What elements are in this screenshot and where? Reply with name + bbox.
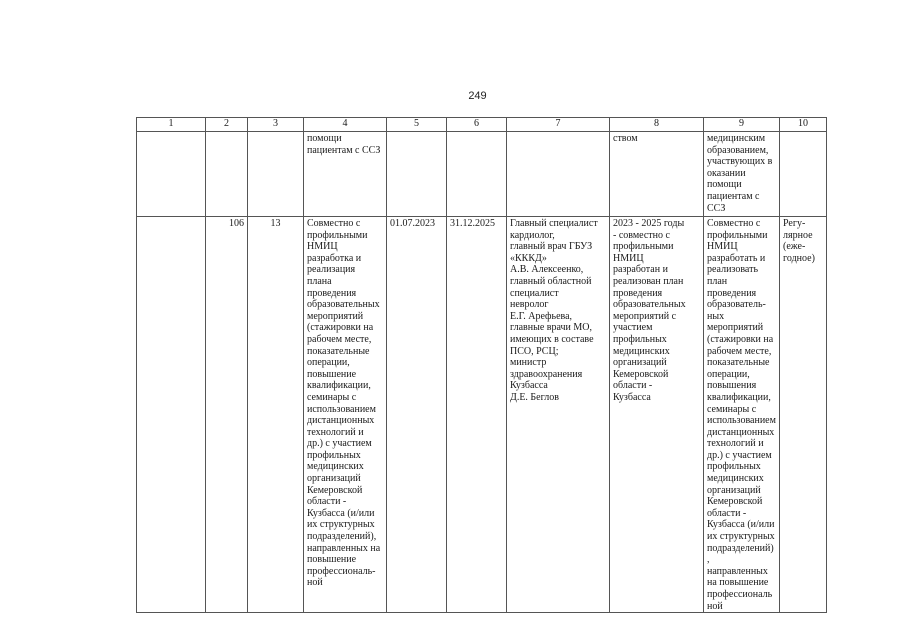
activities-table bbox=[136, 117, 827, 613]
cell-start-date: 01.07.2023 bbox=[387, 217, 447, 613]
column-header-7: 7 bbox=[507, 118, 610, 132]
cell-number bbox=[137, 132, 206, 217]
cell-index: 106 bbox=[206, 217, 248, 613]
column-header-5: 5 bbox=[387, 118, 447, 132]
column-header-1: 1 bbox=[137, 118, 206, 132]
cell-index bbox=[206, 132, 248, 217]
cell-sub-index: 13 bbox=[248, 217, 304, 613]
cell-description: Совместно с профильными НМИЦ разработать и реализовать план проведения образователь- ных мероприятий (стажировки на рабочем месте, показательные операции, повышения квалификации, семинары с использованием дистанционных технологий и др.) с участием профильных медицинских организаций Кемеровской области - Кузбасса (и/или их структурных подразделений), направленных на повышение профессиональ ной bbox=[704, 217, 780, 613]
cell-number bbox=[137, 217, 206, 613]
table-row bbox=[137, 217, 827, 613]
column-header-3: 3 bbox=[248, 118, 304, 132]
page-number: 249 bbox=[468, 90, 487, 102]
cell-responsible: Главный специалист кардиолог, главный врач ГБУЗ «КККД» А.В. Алексеенко, главный областной специалист невролог Е.Г. Арефьева, главные врачи МО, имеющих в составе ПСО, РСЦ; министр здравоохранения Кузбасса Д.Е. Беглов bbox=[507, 217, 610, 613]
column-header-2: 2 bbox=[206, 118, 248, 132]
cell-end-date bbox=[447, 132, 507, 217]
cell-frequency: Регу- лярное (еже- годное) bbox=[780, 217, 827, 613]
cell-description: медицинским образованием, участвующих в оказании помощи пациентам с ССЗ bbox=[704, 132, 780, 217]
column-header-8: 8 bbox=[610, 118, 704, 132]
table-row-continuation bbox=[137, 132, 827, 217]
cell-result: 2023 - 2025 годы - совместно с профильными НМИЦ разработан и реализован план проведения образовательных мероприятий с участием профильных медицинских организаций Кемеровской области - Кузбасса bbox=[610, 217, 704, 613]
cell-sub-index bbox=[248, 132, 304, 217]
cell-frequency bbox=[780, 132, 827, 217]
column-header-6: 6 bbox=[447, 118, 507, 132]
cell-result: ством bbox=[610, 132, 704, 217]
cell-end-date: 31.12.2025 bbox=[447, 217, 507, 613]
cell-activity: Совместно с профильными НМИЦ разработка и реализация плана проведения образовательных мероприятий (стажировки на рабочем месте, показательные операции, повышение квалификации, семинары с использованием дистанционных технологий и др.) с участием профильных медицинских организаций Кемеровской области - Кузбасса (и/или их структурных подразделений), направленных на повышение профессиональ- ной bbox=[304, 217, 387, 613]
column-header-4: 4 bbox=[304, 118, 387, 132]
cell-responsible bbox=[507, 132, 610, 217]
column-header-9: 9 bbox=[704, 118, 780, 132]
cell-activity: помощи пациентам с ССЗ bbox=[304, 132, 387, 217]
column-header-10: 10 bbox=[780, 118, 827, 132]
cell-start-date bbox=[387, 132, 447, 217]
header-row bbox=[137, 118, 827, 132]
